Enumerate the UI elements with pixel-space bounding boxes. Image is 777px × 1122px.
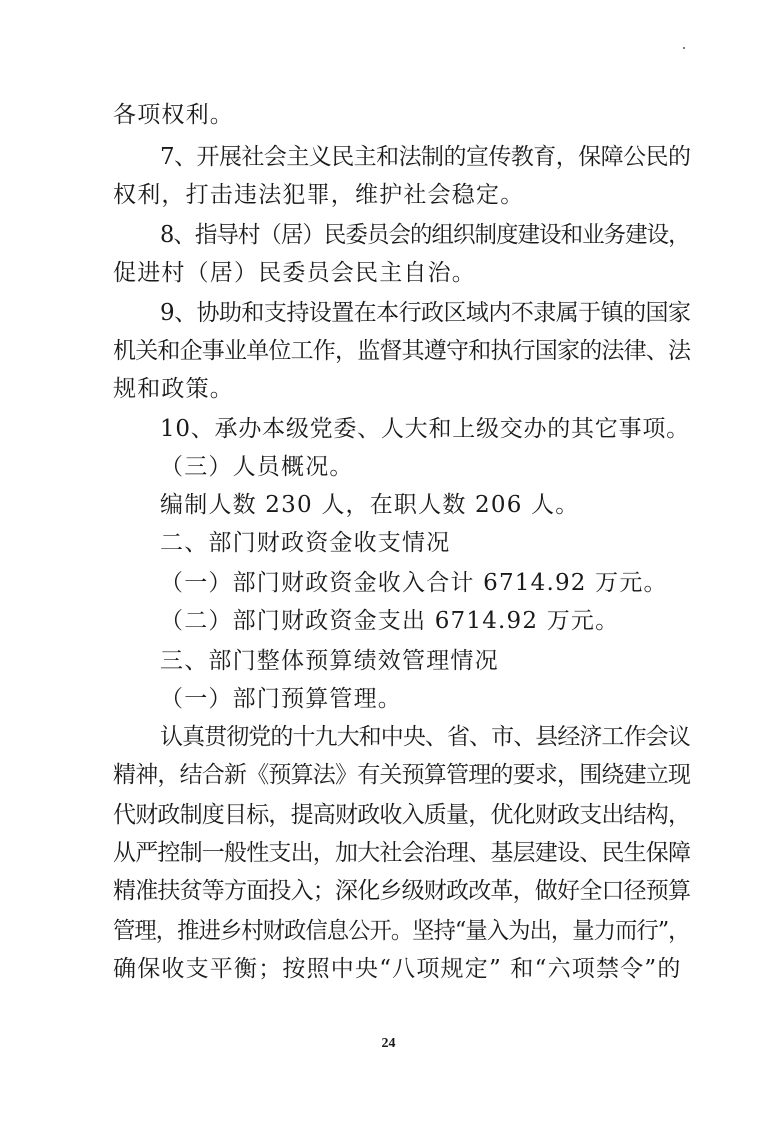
text-line: 8、指导村（居）民委员会的组织制度建设和业务建设， bbox=[160, 222, 690, 248]
text-line: 规和政策。 bbox=[113, 376, 234, 402]
text-line: 9、协助和支持设置在本行政区域内不隶属于镇的国家 bbox=[160, 300, 691, 326]
text-line: 认真贯彻党的十九大和中央、省、市、县经济工作会议 bbox=[160, 724, 690, 750]
text-line: 管理，推进乡村财政信息公开。坚持“量入为出，量力而行”， bbox=[113, 918, 690, 944]
text-line: 三、部门整体预算绩效管理情况 bbox=[160, 648, 499, 674]
text-line: 机关和企事业单位工作，监督其遵守和执行国家的法律、法 bbox=[113, 338, 691, 364]
page-number: 24 bbox=[381, 1036, 396, 1051]
text-line: 编制人数 230 人，在职人数 206 人。 bbox=[160, 492, 580, 518]
text-line: 7、开展社会主义民主和法制的宣传教育，保障公民的 bbox=[160, 144, 691, 170]
text-line: 精神，结合新《预算法》有关预算管理的要求，围绕建立现 bbox=[113, 762, 691, 788]
scan-speck bbox=[683, 47, 685, 49]
text-line: 各项权利。 bbox=[113, 102, 234, 128]
text-line: （一）部门预算管理。 bbox=[160, 686, 402, 712]
text-line: 二、部门财政资金收支情况 bbox=[160, 530, 451, 556]
text-line: 精准扶贫等方面投入；深化乡级财政改革，做好全口径预算 bbox=[113, 878, 691, 904]
text-line: （一）部门财政资金收入合计 6714.92 万元。 bbox=[160, 570, 668, 596]
text-line: 从严控制一般性支出，加大社会治理、基层建设、民生保障 bbox=[113, 840, 691, 866]
text-line: 10、承办本级党委、人大和上级交办的其它事项。 bbox=[160, 416, 690, 442]
text-line: 权利，打击违法犯罪，维护社会稳定。 bbox=[113, 182, 525, 208]
text-line: 确保收支平衡；按照中央“八项规定” 和“六项禁令”的 bbox=[113, 956, 682, 982]
text-line: 代财政制度目标，提高财政收入质量，优化财政支出结构， bbox=[113, 802, 691, 828]
text-line: （三）人员概况。 bbox=[160, 454, 354, 480]
text-line: （二）部门财政资金支出 6714.92 万元。 bbox=[160, 608, 620, 634]
text-line: 促进村（居）民委员会民主自治。 bbox=[113, 260, 476, 286]
